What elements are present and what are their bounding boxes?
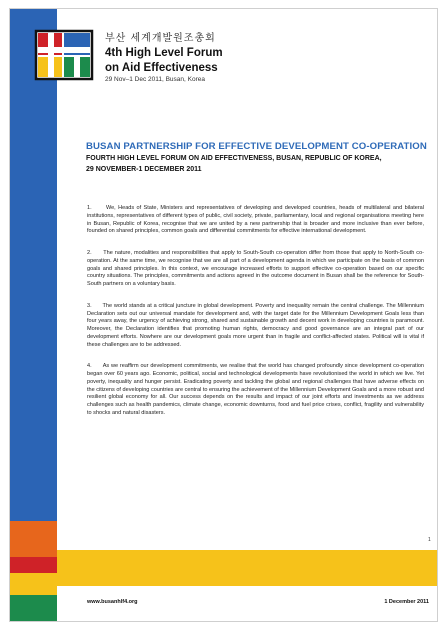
forum-dates: 29 Nov–1 Dec 2011, Busan, Korea <box>105 76 205 83</box>
strip-red <box>10 557 57 573</box>
strip-green <box>10 595 57 621</box>
document-subtitle-line2: 29 NOVEMBER-1 DECEMBER 2011 <box>86 166 202 173</box>
strip-blue <box>10 9 57 521</box>
paragraph-text: The nature, modalities and responsibilities that apply to South-South co-operation differ from those that apply to North-South co-operation. At the same time, we recognise that we are all part of a development agenda in which we participate on the basis of common goals and shared principles. In this context, we encourage increased efforts to support effective co-operation based on our specific country situations. The principles, commitments and actions agreed in the outcome document in Busan shall be the reference for South-South partners on a voluntary basis. <box>87 250 425 287</box>
paragraph-number: 1. <box>87 205 92 211</box>
paragraph-2 <box>87 250 424 289</box>
paragraph-text: We, Heads of State, Ministers and representatives of developing and developed countries, heads of multilateral and bilateral institutions, representatives of different types of public, civil society, private, parliamentary, local and regional organisations meeting here in Busan, Republic of Korea, recognise that we are united by a new partnership that is broader and more inclusive than ever before, founded on shared principles, common goals and differential commitments for effective international development. <box>87 205 424 235</box>
document-title: BUSAN PARTNERSHIP FOR EFFECTIVE DEVELOPMENT CO-OPERATION <box>86 141 427 152</box>
paragraph-1 <box>87 205 424 236</box>
title-block <box>86 141 438 174</box>
document-body <box>87 205 424 432</box>
forum-name-line2: on Aid Effectiveness <box>105 62 218 74</box>
paragraph-text: As we reaffirm our development commitments, we realise that the world has changed profoundly since development co-operation began over 60 years ago. Economic, political, social and technological developments have revolutionised the world in which we live. Yet poverty, inequality and hunger persist. Eradicating poverty and tackling the global and regional challenges that have adverse effects on the citizens of developing countries are central to ensuring the achievement of the Millennium Development Goals and a more robust and resilient global economy for all. Our success depends on the results and impact of our joint efforts and investments as we address challenges such as health pandemics, climate change, economic downturns, food and fuel price crises, conflict, fragility and vulnerability to shocks and natural disasters. <box>87 363 425 416</box>
paragraph-number: 3. <box>87 302 92 309</box>
document-subtitle-line1: FOURTH HIGH LEVEL FORUM ON AID EFFECTIVENESS, BUSAN, REPUBLIC OF KOREA, <box>86 155 382 162</box>
forum-branding <box>105 29 223 83</box>
strip-yellow <box>10 573 57 595</box>
strip-orange <box>10 521 57 557</box>
paragraph-number: 4. <box>87 363 92 370</box>
paragraph-text: The world stands at a critical juncture in global development. Poverty and inequality remain the central challenge. The Millennium Declaration sets out our universal mandate for development and, with the target date for the Millennium Development Goals less than four years away, the urgency of achieving strong, shared and sustainable growth and decent work in developing countries is paramount. Moreover, the Declaration identifies that promoting human rights, democracy and good governance are an integral part of our development efforts. Nowhere are our development goals more urgent than in fragile and conflict-affected states. Political will is vital if these challenges are to be addressed. <box>87 302 424 348</box>
footer-url: www.busanhlf4.org <box>87 599 138 605</box>
forum-name-line1: 4th High Level Forum <box>105 47 223 59</box>
color-strip <box>10 9 57 621</box>
footer-date: 1 December 2011 <box>384 599 429 605</box>
yellow-band <box>57 550 438 586</box>
page-number: 1 <box>428 537 431 543</box>
paragraph-number: 2. <box>87 250 92 256</box>
document-page <box>9 8 438 622</box>
paragraph-3 <box>87 303 424 350</box>
forum-logo <box>34 29 98 83</box>
paragraph-4 <box>87 363 424 417</box>
korean-title: 부산 세계개발원조총회 <box>105 33 216 44</box>
